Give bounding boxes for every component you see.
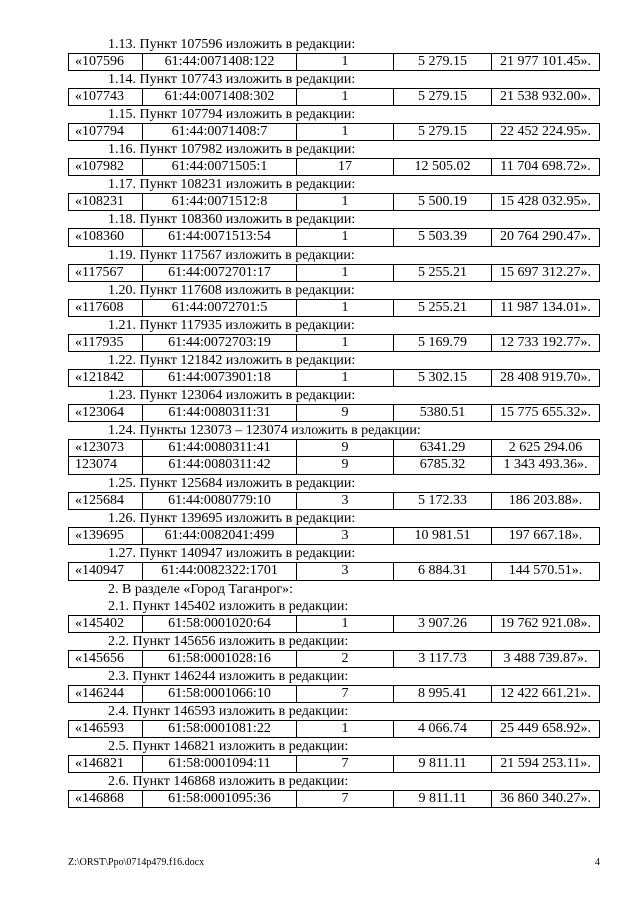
cell-count: 1 <box>297 124 394 140</box>
cell-item-number: «107743 <box>69 89 143 105</box>
section-heading: 1.24. Пункты 123073 – 123074 изложить в редакции: <box>108 423 421 439</box>
cell-item-number: «139695 <box>69 528 143 544</box>
table-row <box>68 720 600 738</box>
cell-amount: 25 449 658.92». <box>500 720 591 736</box>
section-heading: 2.5. Пункт 146821 изложить в редакции: <box>108 738 349 754</box>
cell-count: 9 <box>297 405 394 421</box>
cell-cadastral-number: 61:58:0001095:36 <box>143 791 297 807</box>
cell-rate: 4 066.74 <box>394 721 492 737</box>
table-row <box>68 615 600 633</box>
cell-item-number: «107794 <box>69 124 143 140</box>
cell-cadastral-number: 61:44:0080311:31 <box>143 405 297 421</box>
cell-amount: 12 422 661.21». <box>500 685 591 701</box>
cell-cadastral-number: 61:58:0001020:64 <box>143 616 297 632</box>
cell-count: 9 <box>297 457 394 474</box>
cell-count: 17 <box>297 159 394 175</box>
section-heading: 1.18. Пункт 108360 изложить в редакции: <box>108 212 356 228</box>
section-heading: 2.2. Пункт 145656 изложить в редакции: <box>108 633 349 649</box>
cell-amount: 22 452 224.95». <box>500 124 591 140</box>
cell-count: 1 <box>297 335 394 351</box>
cell-count: 1 <box>297 616 394 632</box>
cell-amount: 36 860 340.27». <box>500 790 591 806</box>
cell-rate: 5 255.21 <box>394 265 492 281</box>
cell-count: 7 <box>297 756 394 772</box>
table-row <box>68 650 600 668</box>
section-heading: 1.23. Пункт 123064 изложить в редакции: <box>108 387 356 403</box>
cell-item-number: 123074 <box>69 457 143 474</box>
cell-rate: 3 117.73 <box>394 651 492 667</box>
table-row <box>68 755 600 773</box>
cell-rate: 8 995.41 <box>394 686 492 702</box>
cell-item-number: «107982 <box>69 159 143 175</box>
cell-count: 3 <box>297 493 394 509</box>
cell-count: 1 <box>297 89 394 105</box>
table-row <box>68 193 600 211</box>
table-row <box>68 334 600 352</box>
section-heading: 1.21. Пункт 117935 изложить в редакции: <box>108 317 355 333</box>
cell-amount: 197 667.18». <box>508 528 583 544</box>
cell-item-number: «125684 <box>69 493 143 509</box>
section-heading: 1.20. Пункт 117608 изложить в редакции: <box>108 282 355 298</box>
cell-count: 1 <box>297 265 394 281</box>
cell-cadastral-number: 61:44:0080311:42 <box>143 457 297 474</box>
table-row <box>68 88 600 106</box>
cell-cadastral-number: 61:44:0080779:10 <box>143 493 297 509</box>
cell-rate: 5 279.15 <box>394 54 492 70</box>
cell-amount: 28 408 919.70». <box>500 369 591 385</box>
cell-rate: 5 302.15 <box>394 370 492 386</box>
cell-cadastral-number: 61:44:0080311:41 <box>143 440 297 456</box>
cell-amount: 21 538 932.00». <box>500 89 591 105</box>
cell-rate: 5 172.33 <box>394 493 492 509</box>
cell-count: 9 <box>297 440 394 456</box>
cell-amount: 3 488 739.87». <box>503 650 588 666</box>
cell-item-number: «140947 <box>69 563 143 579</box>
cell-cadastral-number: 61:44:0071512:8 <box>143 194 297 210</box>
table-row <box>68 228 600 246</box>
cell-rate: 5380.51 <box>394 405 492 421</box>
cell-rate: 6785.32 <box>394 457 492 474</box>
cell-count: 7 <box>297 686 394 702</box>
cell-cadastral-number: 61:44:0082041:499 <box>143 528 297 544</box>
cell-count: 2 <box>297 651 394 667</box>
cell-cadastral-number: 61:44:0082322:1701 <box>143 563 297 579</box>
cell-rate: 9 811.11 <box>394 756 492 772</box>
table-row <box>68 439 600 457</box>
section-heading: 1.27. Пункт 140947 изложить в редакции: <box>108 546 356 562</box>
table-row <box>68 158 600 176</box>
section-heading: 1.25. Пункт 125684 изложить в редакции: <box>108 476 356 492</box>
section-heading: 1.14. Пункт 107743 изложить в редакции: <box>108 72 356 88</box>
cell-amount: 15 775 655.32». <box>500 404 591 420</box>
section-heading: 2.1. Пункт 145402 изложить в редакции: <box>108 598 349 614</box>
cell-rate: 12 505.02 <box>394 159 492 175</box>
cell-cadastral-number: 61:44:0071408:302 <box>143 89 297 105</box>
table-row <box>68 123 600 141</box>
cell-rate: 5 279.15 <box>394 124 492 140</box>
cell-amount: 144 570.51». <box>508 563 583 579</box>
cell-item-number: «146244 <box>69 686 143 702</box>
cell-item-number: «108231 <box>69 194 143 210</box>
footer-file-path: Z:\ORST\Ppo\0714p479.f16.docx <box>68 857 205 868</box>
table-row <box>68 527 600 545</box>
cell-cadastral-number: 61:44:0073901:18 <box>143 370 297 386</box>
cell-rate: 3 907.26 <box>394 616 492 632</box>
cell-item-number: «146821 <box>69 756 143 772</box>
cell-amount: 1 343 493.36». <box>503 457 588 473</box>
cell-item-number: «146868 <box>69 791 143 807</box>
table-row <box>68 299 600 317</box>
cell-count: 1 <box>297 54 394 70</box>
table-row <box>68 562 600 580</box>
cell-count: 7 <box>297 791 394 807</box>
section-heading: 2.4. Пункт 146593 изложить в редакции: <box>108 703 349 719</box>
section-heading: 2.6. Пункт 146868 изложить в редакции: <box>108 773 349 789</box>
cell-amount: 186 203.88». <box>508 493 583 509</box>
cell-rate: 5 500.19 <box>394 194 492 210</box>
cell-cadastral-number: 61:58:0001094:11 <box>143 756 297 772</box>
cell-cadastral-number: 61:44:0072703:19 <box>143 335 297 351</box>
cell-cadastral-number: 61:58:0001028:16 <box>143 651 297 667</box>
cell-amount: 19 762 921.08». <box>500 615 591 631</box>
cell-amount: 12 733 192.77». <box>500 334 591 350</box>
cell-rate: 5 503.39 <box>394 229 492 245</box>
table-row <box>68 264 600 282</box>
cell-item-number: «123064 <box>69 405 143 421</box>
cell-rate: 5 279.15 <box>394 89 492 105</box>
cell-amount: 11 987 134.01». <box>500 299 591 315</box>
cell-count: 1 <box>297 721 394 737</box>
section-heading: 2.3. Пункт 146244 изложить в редакции: <box>108 668 349 684</box>
table-row <box>68 790 600 808</box>
table-row <box>68 53 600 71</box>
table-row <box>68 685 600 703</box>
cell-count: 3 <box>297 528 394 544</box>
section-heading: 2. В разделе «Город Таганрог»: <box>108 581 293 597</box>
cell-rate: 10 981.51 <box>394 528 492 544</box>
cell-amount: 15 428 032.95». <box>500 194 591 210</box>
cell-cadastral-number: 61:44:0071408:7 <box>143 124 297 140</box>
cell-item-number: «123073 <box>69 440 143 456</box>
cell-item-number: «107596 <box>69 54 143 70</box>
cell-item-number: «145656 <box>69 651 143 667</box>
document-body <box>68 36 600 808</box>
section-heading: 1.19. Пункт 117567 изложить в редакции: <box>108 247 355 263</box>
section-heading: 1.16. Пункт 107982 изложить в редакции: <box>108 142 356 158</box>
cell-cadastral-number: 61:58:0001066:10 <box>143 686 297 702</box>
cell-cadastral-number: 61:58:0001081:22 <box>143 721 297 737</box>
cell-item-number: «121842 <box>69 370 143 386</box>
section-heading: 1.13. Пункт 107596 изложить в редакции: <box>108 37 356 52</box>
cell-item-number: «146593 <box>69 721 143 737</box>
cell-count: 1 <box>297 300 394 316</box>
cell-amount: 15 697 312.27». <box>500 264 591 280</box>
cell-count: 1 <box>297 370 394 386</box>
cell-rate: 6 884.31 <box>394 563 492 579</box>
cell-amount: 21 977 101.45». <box>500 54 591 69</box>
cell-item-number: «145402 <box>69 616 143 632</box>
cell-count: 1 <box>297 229 394 245</box>
page-footer <box>68 857 600 868</box>
cell-cadastral-number: 61:44:0071408:122 <box>143 54 297 70</box>
cell-item-number: «117935 <box>69 335 143 351</box>
cell-amount: 20 764 290.47». <box>500 229 591 245</box>
cell-amount: 2 625 294.06 <box>508 440 583 456</box>
cell-count: 3 <box>297 563 394 579</box>
table-row <box>68 369 600 387</box>
cell-cadastral-number: 61:44:0071513:54 <box>143 229 297 245</box>
cell-item-number: «117567 <box>69 265 143 281</box>
table-row <box>68 492 600 510</box>
section-heading: 1.15. Пункт 107794 изложить в редакции: <box>108 107 356 123</box>
cell-rate: 5 255.21 <box>394 300 492 316</box>
section-heading: 1.22. Пункт 121842 изложить в редакции: <box>108 352 356 368</box>
cell-count: 1 <box>297 194 394 210</box>
footer-page-number: 4 <box>595 857 600 868</box>
cell-item-number: «108360 <box>69 229 143 245</box>
cell-amount: 11 704 698.72». <box>500 159 591 175</box>
cell-item-number: «117608 <box>69 300 143 316</box>
cell-cadastral-number: 61:44:0072701:5 <box>143 300 297 316</box>
cell-rate: 5 169.79 <box>394 335 492 351</box>
cell-rate: 9 811.11 <box>394 791 492 807</box>
cell-rate: 6341.29 <box>394 440 492 456</box>
cell-amount: 21 594 253.11». <box>500 755 591 771</box>
table-row <box>68 457 600 475</box>
section-heading: 1.17. Пункт 108231 изложить в редакции: <box>108 177 356 193</box>
cell-cadastral-number: 61:44:0072701:17 <box>143 265 297 281</box>
cell-cadastral-number: 61:44:0071505:1 <box>143 159 297 175</box>
table-row <box>68 404 600 422</box>
section-heading: 1.26. Пункт 139695 изложить в редакции: <box>108 511 356 527</box>
